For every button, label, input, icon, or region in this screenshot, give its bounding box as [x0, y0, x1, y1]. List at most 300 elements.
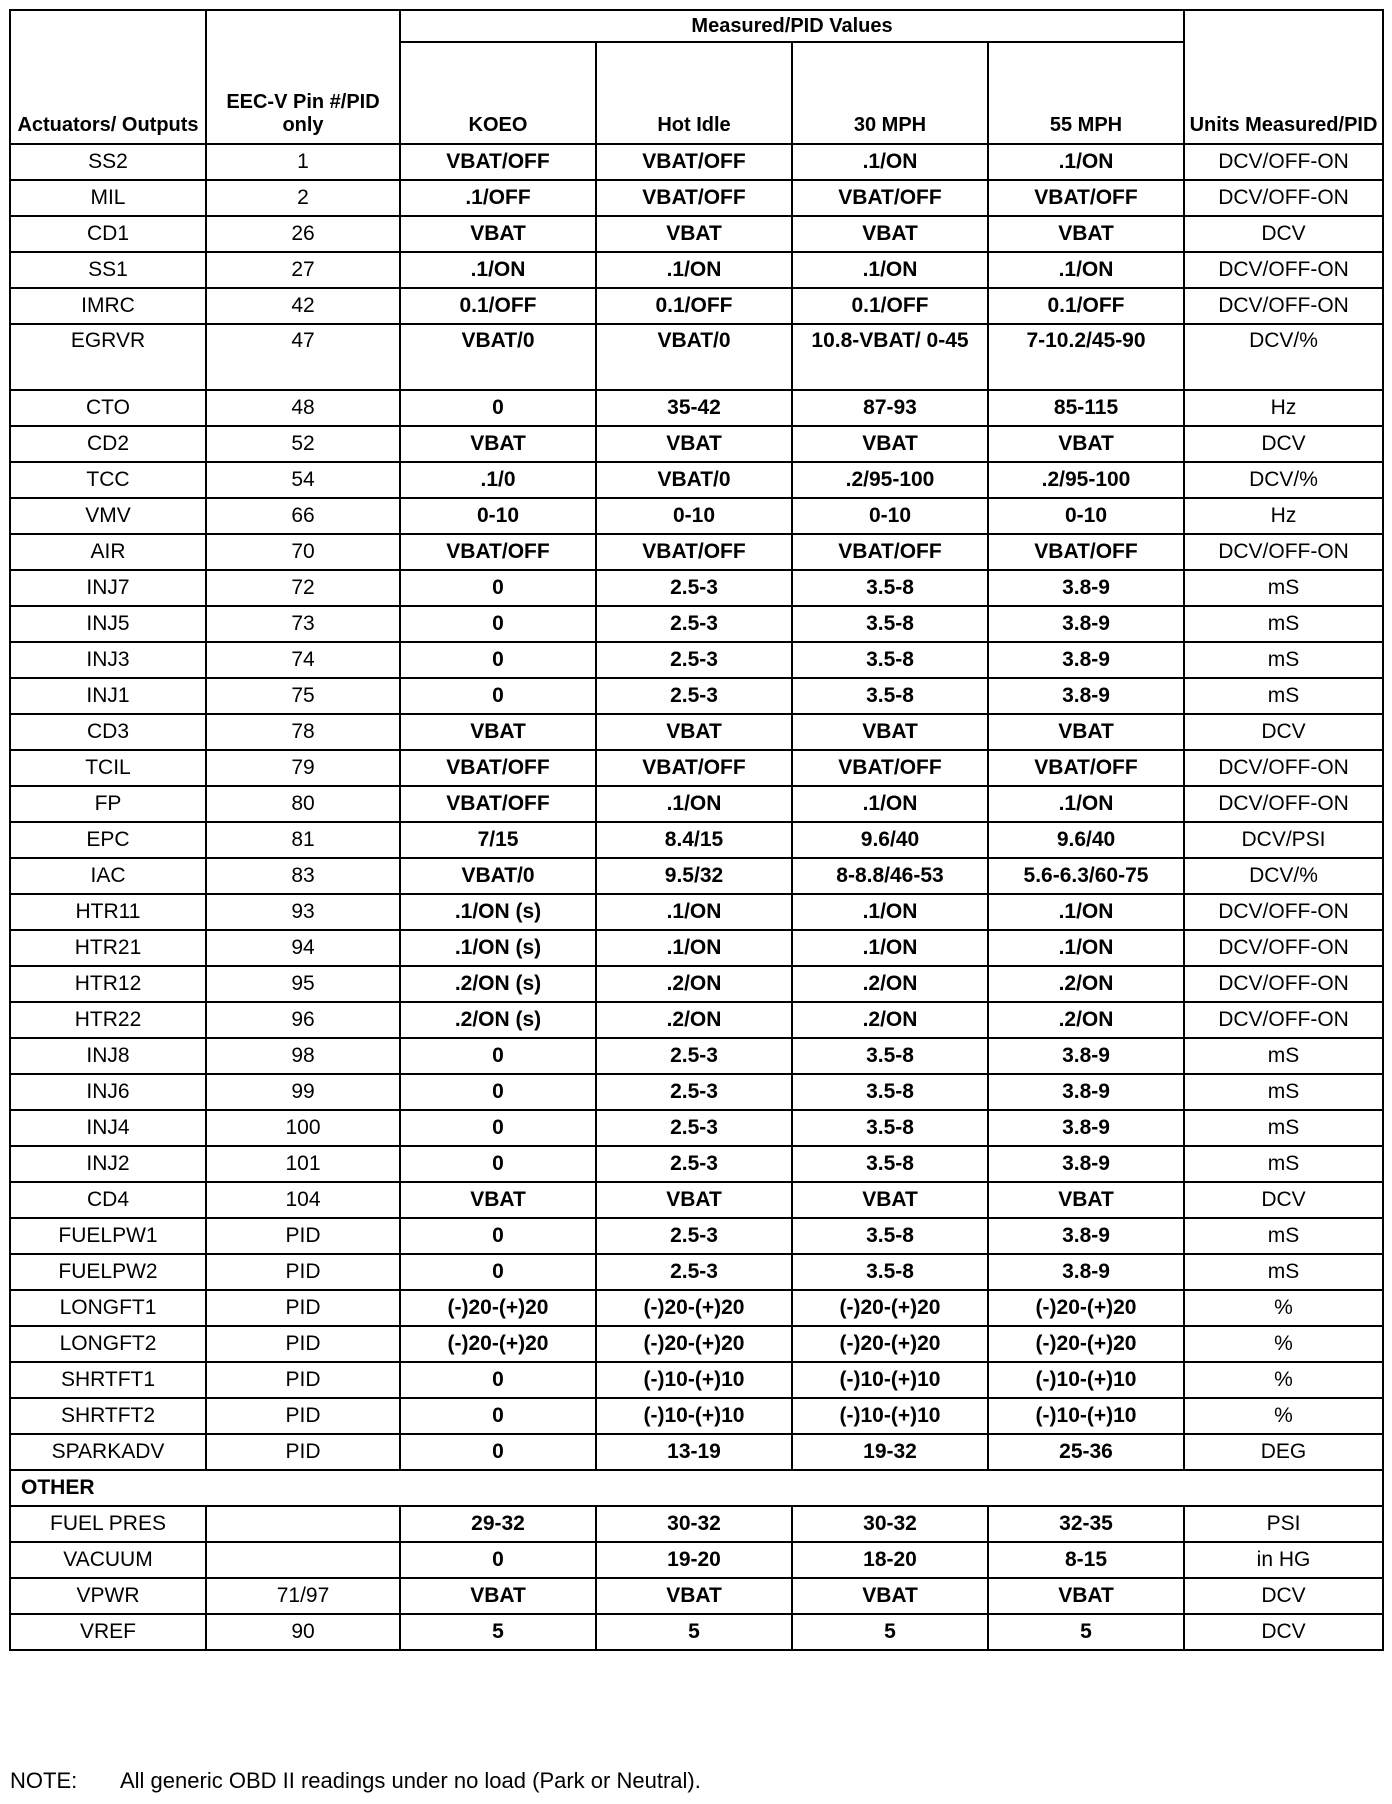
cell-mph55: VBAT [988, 426, 1184, 462]
cell-hot-idle: VBAT/OFF [596, 144, 792, 180]
cell-pin: 70 [206, 534, 400, 570]
cell-hot-idle: VBAT [596, 1182, 792, 1218]
table-row [10, 1110, 1383, 1146]
cell-name: LONGFT1 [10, 1290, 206, 1326]
cell-mph55: 3.8-9 [988, 1074, 1184, 1110]
cell-pin: 81 [206, 822, 400, 858]
cell-name: INJ1 [10, 678, 206, 714]
cell-koeo: .2/ON (s) [400, 966, 596, 1002]
footnote [10, 1768, 701, 1794]
cell-name: CD3 [10, 714, 206, 750]
col-header-30mph: 30 MPH [792, 42, 988, 144]
cell-pin: 79 [206, 750, 400, 786]
cell-name: CD4 [10, 1182, 206, 1218]
cell-units: DCV/OFF-ON [1184, 534, 1383, 570]
cell-units: DCV/OFF-ON [1184, 288, 1383, 324]
cell-hot-idle: (-)20-(+)20 [596, 1290, 792, 1326]
cell-mph55: (-)10-(+)10 [988, 1362, 1184, 1398]
table-row [10, 966, 1383, 1002]
cell-mph30: 3.5-8 [792, 1074, 988, 1110]
cell-pin: 66 [206, 498, 400, 534]
table-row [10, 930, 1383, 966]
table-row [10, 1182, 1383, 1218]
cell-mph30: VBAT/OFF [792, 750, 988, 786]
cell-units: mS [1184, 1110, 1383, 1146]
cell-pin: PID [206, 1398, 400, 1434]
cell-mph30: VBAT [792, 216, 988, 252]
cell-pin: 96 [206, 1002, 400, 1038]
cell-hot-idle: 2.5-3 [596, 678, 792, 714]
cell-koeo: (-)20-(+)20 [400, 1290, 596, 1326]
cell-units: DCV/OFF-ON [1184, 180, 1383, 216]
cell-pin: 98 [206, 1038, 400, 1074]
cell-units: DCV/% [1184, 858, 1383, 894]
cell-name: INJ3 [10, 642, 206, 678]
cell-hot-idle: 2.5-3 [596, 570, 792, 606]
cell-hot-idle: .1/ON [596, 930, 792, 966]
table-row [10, 1398, 1383, 1434]
cell-units: mS [1184, 678, 1383, 714]
cell-koeo: 0 [400, 1542, 596, 1578]
cell-hot-idle: 2.5-3 [596, 1110, 792, 1146]
cell-units: DCV [1184, 426, 1383, 462]
cell-mph55: VBAT/OFF [988, 180, 1184, 216]
cell-mph30: 87-93 [792, 390, 988, 426]
cell-pin: 99 [206, 1074, 400, 1110]
cell-koeo: 5 [400, 1614, 596, 1650]
cell-mph30: (-)10-(+)10 [792, 1398, 988, 1434]
cell-units: DCV/PSI [1184, 822, 1383, 858]
cell-pin: 54 [206, 462, 400, 498]
col-header-pin: EEC-V Pin #/PID only [206, 10, 400, 144]
table-row [10, 786, 1383, 822]
section-label-other: OTHER [10, 1470, 1383, 1506]
cell-mph55: .2/95-100 [988, 462, 1184, 498]
cell-koeo: 0 [400, 1074, 596, 1110]
cell-name: INJ7 [10, 570, 206, 606]
cell-pin: PID [206, 1362, 400, 1398]
cell-name: INJ2 [10, 1146, 206, 1182]
cell-pin: 74 [206, 642, 400, 678]
cell-units: DCV [1184, 1578, 1383, 1614]
cell-mph30: .2/95-100 [792, 462, 988, 498]
cell-name: INJ6 [10, 1074, 206, 1110]
table-row [10, 822, 1383, 858]
cell-pin: 71/97 [206, 1578, 400, 1614]
cell-hot-idle: 35-42 [596, 390, 792, 426]
cell-koeo: .1/ON (s) [400, 894, 596, 930]
cell-mph30: 18-20 [792, 1542, 988, 1578]
table-row [10, 858, 1383, 894]
cell-units: % [1184, 1398, 1383, 1434]
cell-mph55: 32-35 [988, 1506, 1184, 1542]
cell-mph55: 3.8-9 [988, 1038, 1184, 1074]
cell-mph30: 8-8.8/46-53 [792, 858, 988, 894]
table-row [10, 1506, 1383, 1542]
cell-koeo: VBAT/OFF [400, 750, 596, 786]
cell-mph30: 19-32 [792, 1434, 988, 1470]
table-row [10, 894, 1383, 930]
cell-hot-idle: VBAT/OFF [596, 750, 792, 786]
table-row [10, 678, 1383, 714]
cell-hot-idle: .1/ON [596, 894, 792, 930]
note-label: NOTE: [10, 1768, 78, 1793]
cell-koeo: 0 [400, 390, 596, 426]
cell-koeo: 0 [400, 1434, 596, 1470]
cell-units: Hz [1184, 390, 1383, 426]
cell-mph55: VBAT [988, 216, 1184, 252]
table-row [10, 1614, 1383, 1650]
cell-hot-idle: 2.5-3 [596, 1146, 792, 1182]
cell-units: mS [1184, 642, 1383, 678]
cell-koeo: 0 [400, 606, 596, 642]
cell-units: mS [1184, 1254, 1383, 1290]
cell-mph30: 3.5-8 [792, 606, 988, 642]
cell-hot-idle: 9.5/32 [596, 858, 792, 894]
cell-units: % [1184, 1326, 1383, 1362]
cell-name: INJ4 [10, 1110, 206, 1146]
cell-koeo: 0 [400, 1146, 596, 1182]
cell-mph30: 10.8-VBAT/ 0-45 [792, 324, 988, 390]
cell-name: AIR [10, 534, 206, 570]
table-row [10, 1254, 1383, 1290]
cell-koeo: 7/15 [400, 822, 596, 858]
table-row [10, 714, 1383, 750]
cell-units: DCV [1184, 1182, 1383, 1218]
cell-mph30: VBAT [792, 426, 988, 462]
cell-hot-idle: 8.4/15 [596, 822, 792, 858]
cell-name: VREF [10, 1614, 206, 1650]
cell-hot-idle: 2.5-3 [596, 1218, 792, 1254]
cell-koeo: VBAT/0 [400, 858, 596, 894]
cell-units: Hz [1184, 498, 1383, 534]
cell-mph30: 3.5-8 [792, 1038, 988, 1074]
cell-name: SS2 [10, 144, 206, 180]
cell-mph30: (-)20-(+)20 [792, 1326, 988, 1362]
cell-hot-idle: 0.1/OFF [596, 288, 792, 324]
cell-units: DCV/OFF-ON [1184, 144, 1383, 180]
cell-name: FUEL PRES [10, 1506, 206, 1542]
cell-units: DCV/% [1184, 462, 1383, 498]
cell-mph30: 0.1/OFF [792, 288, 988, 324]
note-text: All generic OBD II readings under no load (Park or Neutral). [120, 1768, 701, 1793]
cell-mph55: 3.8-9 [988, 1254, 1184, 1290]
cell-koeo: 0 [400, 642, 596, 678]
cell-units: DEG [1184, 1434, 1383, 1470]
cell-name: SHRTFT2 [10, 1398, 206, 1434]
cell-hot-idle: .2/ON [596, 1002, 792, 1038]
cell-hot-idle: VBAT [596, 426, 792, 462]
cell-units: DCV [1184, 216, 1383, 252]
table-row [10, 144, 1383, 180]
cell-koeo: (-)20-(+)20 [400, 1326, 596, 1362]
cell-koeo: 0 [400, 1110, 596, 1146]
cell-units: mS [1184, 606, 1383, 642]
cell-units: mS [1184, 1074, 1383, 1110]
cell-pin: 73 [206, 606, 400, 642]
cell-hot-idle: VBAT/OFF [596, 180, 792, 216]
cell-name: CD2 [10, 426, 206, 462]
cell-koeo: 29-32 [400, 1506, 596, 1542]
cell-name: HTR21 [10, 930, 206, 966]
cell-hot-idle: 0-10 [596, 498, 792, 534]
cell-mph30: 5 [792, 1614, 988, 1650]
cell-koeo: .1/OFF [400, 180, 596, 216]
cell-mph30: .1/ON [792, 786, 988, 822]
cell-mph55: 3.8-9 [988, 1110, 1184, 1146]
cell-mph55: .1/ON [988, 894, 1184, 930]
cell-name: TCC [10, 462, 206, 498]
cell-units: DCV/OFF-ON [1184, 894, 1383, 930]
cell-mph30: 3.5-8 [792, 1110, 988, 1146]
col-header-actuators: Actuators/ Outputs [10, 10, 206, 144]
cell-hot-idle: .2/ON [596, 966, 792, 1002]
cell-mph30: 0-10 [792, 498, 988, 534]
cell-pin: PID [206, 1218, 400, 1254]
col-header-hot-idle: Hot Idle [596, 42, 792, 144]
cell-koeo: 0 [400, 1398, 596, 1434]
col-header-koeo: KOEO [400, 42, 596, 144]
cell-pin: 52 [206, 426, 400, 462]
cell-mph55: (-)20-(+)20 [988, 1326, 1184, 1362]
col-group-measured: Measured/PID Values [400, 10, 1184, 42]
cell-mph55: (-)20-(+)20 [988, 1290, 1184, 1326]
cell-hot-idle: (-)10-(+)10 [596, 1398, 792, 1434]
table-row [10, 1326, 1383, 1362]
cell-mph30: VBAT/OFF [792, 534, 988, 570]
table-row [10, 1542, 1383, 1578]
cell-pin: 26 [206, 216, 400, 252]
cell-pin: 83 [206, 858, 400, 894]
cell-mph55: 3.8-9 [988, 1146, 1184, 1182]
cell-name: HTR22 [10, 1002, 206, 1038]
cell-hot-idle: 2.5-3 [596, 1074, 792, 1110]
table-row [10, 1002, 1383, 1038]
cell-units: mS [1184, 570, 1383, 606]
cell-pin: 95 [206, 966, 400, 1002]
cell-name: INJ8 [10, 1038, 206, 1074]
cell-koeo: .1/0 [400, 462, 596, 498]
section-row-other [10, 1470, 1383, 1506]
table-row [10, 252, 1383, 288]
cell-pin: 100 [206, 1110, 400, 1146]
cell-mph30: .2/ON [792, 966, 988, 1002]
cell-pin: 42 [206, 288, 400, 324]
table-row [10, 1146, 1383, 1182]
table-row [10, 1290, 1383, 1326]
cell-mph30: VBAT [792, 714, 988, 750]
table-row [10, 1038, 1383, 1074]
cell-pin: 93 [206, 894, 400, 930]
cell-hot-idle: (-)10-(+)10 [596, 1362, 792, 1398]
cell-koeo: VBAT [400, 1182, 596, 1218]
cell-hot-idle: 2.5-3 [596, 642, 792, 678]
cell-hot-idle: VBAT [596, 216, 792, 252]
cell-name: SPARKADV [10, 1434, 206, 1470]
cell-name: HTR11 [10, 894, 206, 930]
cell-name: HTR12 [10, 966, 206, 1002]
cell-mph55: VBAT [988, 714, 1184, 750]
table-row [10, 1074, 1383, 1110]
table-row [10, 462, 1383, 498]
cell-koeo: .1/ON (s) [400, 930, 596, 966]
cell-pin: PID [206, 1290, 400, 1326]
cell-pin: 72 [206, 570, 400, 606]
cell-name: TCIL [10, 750, 206, 786]
col-header-55mph: 55 MPH [988, 42, 1184, 144]
cell-pin: PID [206, 1326, 400, 1362]
cell-pin: 2 [206, 180, 400, 216]
cell-pin [206, 1506, 400, 1542]
cell-pin: 90 [206, 1614, 400, 1650]
cell-hot-idle: VBAT/0 [596, 462, 792, 498]
table-row [10, 642, 1383, 678]
cell-mph30: .1/ON [792, 894, 988, 930]
cell-koeo: 0 [400, 1038, 596, 1074]
cell-name: SS1 [10, 252, 206, 288]
cell-mph55: (-)10-(+)10 [988, 1398, 1184, 1434]
cell-mph55: .1/ON [988, 252, 1184, 288]
cell-pin: 48 [206, 390, 400, 426]
cell-mph30: VBAT [792, 1182, 988, 1218]
table-row [10, 180, 1383, 216]
table-row [10, 570, 1383, 606]
cell-pin: 94 [206, 930, 400, 966]
cell-mph30: VBAT/OFF [792, 180, 988, 216]
cell-name: EGRVR [10, 324, 206, 390]
cell-koeo: VBAT [400, 426, 596, 462]
cell-name: CD1 [10, 216, 206, 252]
cell-hot-idle: VBAT/0 [596, 324, 792, 390]
cell-mph55: 3.8-9 [988, 606, 1184, 642]
cell-koeo: 0-10 [400, 498, 596, 534]
cell-mph55: .1/ON [988, 144, 1184, 180]
cell-units: % [1184, 1362, 1383, 1398]
cell-hot-idle: .1/ON [596, 252, 792, 288]
cell-hot-idle: (-)20-(+)20 [596, 1326, 792, 1362]
cell-koeo: VBAT [400, 1578, 596, 1614]
cell-pin: 78 [206, 714, 400, 750]
cell-mph30: 3.5-8 [792, 642, 988, 678]
cell-mph55: 9.6/40 [988, 822, 1184, 858]
cell-units: DCV [1184, 1614, 1383, 1650]
cell-pin: 27 [206, 252, 400, 288]
cell-mph30: 30-32 [792, 1506, 988, 1542]
table-body [10, 144, 1383, 1650]
cell-mph30: .2/ON [792, 1002, 988, 1038]
cell-mph55: .2/ON [988, 1002, 1184, 1038]
cell-units: PSI [1184, 1506, 1383, 1542]
cell-units: DCV/OFF-ON [1184, 966, 1383, 1002]
cell-koeo: 0 [400, 1362, 596, 1398]
spec-table [9, 9, 1384, 1651]
cell-mph30: 3.5-8 [792, 1218, 988, 1254]
cell-hot-idle: 13-19 [596, 1434, 792, 1470]
cell-mph55: VBAT [988, 1578, 1184, 1614]
cell-mph30: .1/ON [792, 930, 988, 966]
cell-name: INJ5 [10, 606, 206, 642]
cell-mph30: 3.5-8 [792, 1146, 988, 1182]
cell-units: % [1184, 1290, 1383, 1326]
cell-mph55: .1/ON [988, 786, 1184, 822]
cell-mph30: (-)20-(+)20 [792, 1290, 988, 1326]
cell-name: VMV [10, 498, 206, 534]
cell-hot-idle: 5 [596, 1614, 792, 1650]
cell-mph30: 3.5-8 [792, 678, 988, 714]
cell-pin [206, 1542, 400, 1578]
cell-koeo: .1/ON [400, 252, 596, 288]
cell-mph55: 85-115 [988, 390, 1184, 426]
cell-mph30: 3.5-8 [792, 1254, 988, 1290]
cell-koeo: VBAT [400, 714, 596, 750]
cell-mph30: (-)10-(+)10 [792, 1362, 988, 1398]
cell-koeo: 0 [400, 1218, 596, 1254]
cell-units: mS [1184, 1218, 1383, 1254]
cell-name: FP [10, 786, 206, 822]
cell-units: mS [1184, 1038, 1383, 1074]
table-header [10, 10, 1383, 144]
cell-mph55: .2/ON [988, 966, 1184, 1002]
table-row [10, 288, 1383, 324]
cell-name: EPC [10, 822, 206, 858]
cell-mph55: 5 [988, 1614, 1184, 1650]
cell-pin: 75 [206, 678, 400, 714]
cell-mph55: 25-36 [988, 1434, 1184, 1470]
cell-mph55: VBAT/OFF [988, 750, 1184, 786]
cell-units: DCV/OFF-ON [1184, 786, 1383, 822]
cell-mph55: VBAT/OFF [988, 534, 1184, 570]
cell-name: FUELPW2 [10, 1254, 206, 1290]
cell-units: DCV/OFF-ON [1184, 930, 1383, 966]
cell-koeo: 0 [400, 678, 596, 714]
cell-mph30: 9.6/40 [792, 822, 988, 858]
cell-koeo: VBAT/OFF [400, 786, 596, 822]
table-row [10, 390, 1383, 426]
cell-pin: PID [206, 1254, 400, 1290]
table-row [10, 1218, 1383, 1254]
cell-name: MIL [10, 180, 206, 216]
cell-pin: 101 [206, 1146, 400, 1182]
cell-units: DCV/OFF-ON [1184, 1002, 1383, 1038]
table-row [10, 1362, 1383, 1398]
cell-name: LONGFT2 [10, 1326, 206, 1362]
cell-name: CTO [10, 390, 206, 426]
cell-hot-idle: 2.5-3 [596, 606, 792, 642]
table-row [10, 426, 1383, 462]
cell-units: DCV/% [1184, 324, 1383, 390]
table-row [10, 216, 1383, 252]
cell-pin: 47 [206, 324, 400, 390]
cell-mph55: 0-10 [988, 498, 1184, 534]
cell-koeo: VBAT/OFF [400, 144, 596, 180]
cell-hot-idle: 2.5-3 [596, 1038, 792, 1074]
cell-name: FUELPW1 [10, 1218, 206, 1254]
cell-mph55: VBAT [988, 1182, 1184, 1218]
cell-koeo: .2/ON (s) [400, 1002, 596, 1038]
table-row [10, 324, 1383, 390]
cell-koeo: VBAT/OFF [400, 534, 596, 570]
cell-mph55: .1/ON [988, 930, 1184, 966]
table-row [10, 1434, 1383, 1470]
cell-units: mS [1184, 1146, 1383, 1182]
cell-mph55: 7-10.2/45-90 [988, 324, 1184, 390]
table-row [10, 534, 1383, 570]
table-row [10, 1578, 1383, 1614]
col-header-units: Units Measured/PID [1184, 10, 1383, 144]
cell-pin: PID [206, 1434, 400, 1470]
cell-mph55: 3.8-9 [988, 678, 1184, 714]
cell-mph55: 3.8-9 [988, 1218, 1184, 1254]
